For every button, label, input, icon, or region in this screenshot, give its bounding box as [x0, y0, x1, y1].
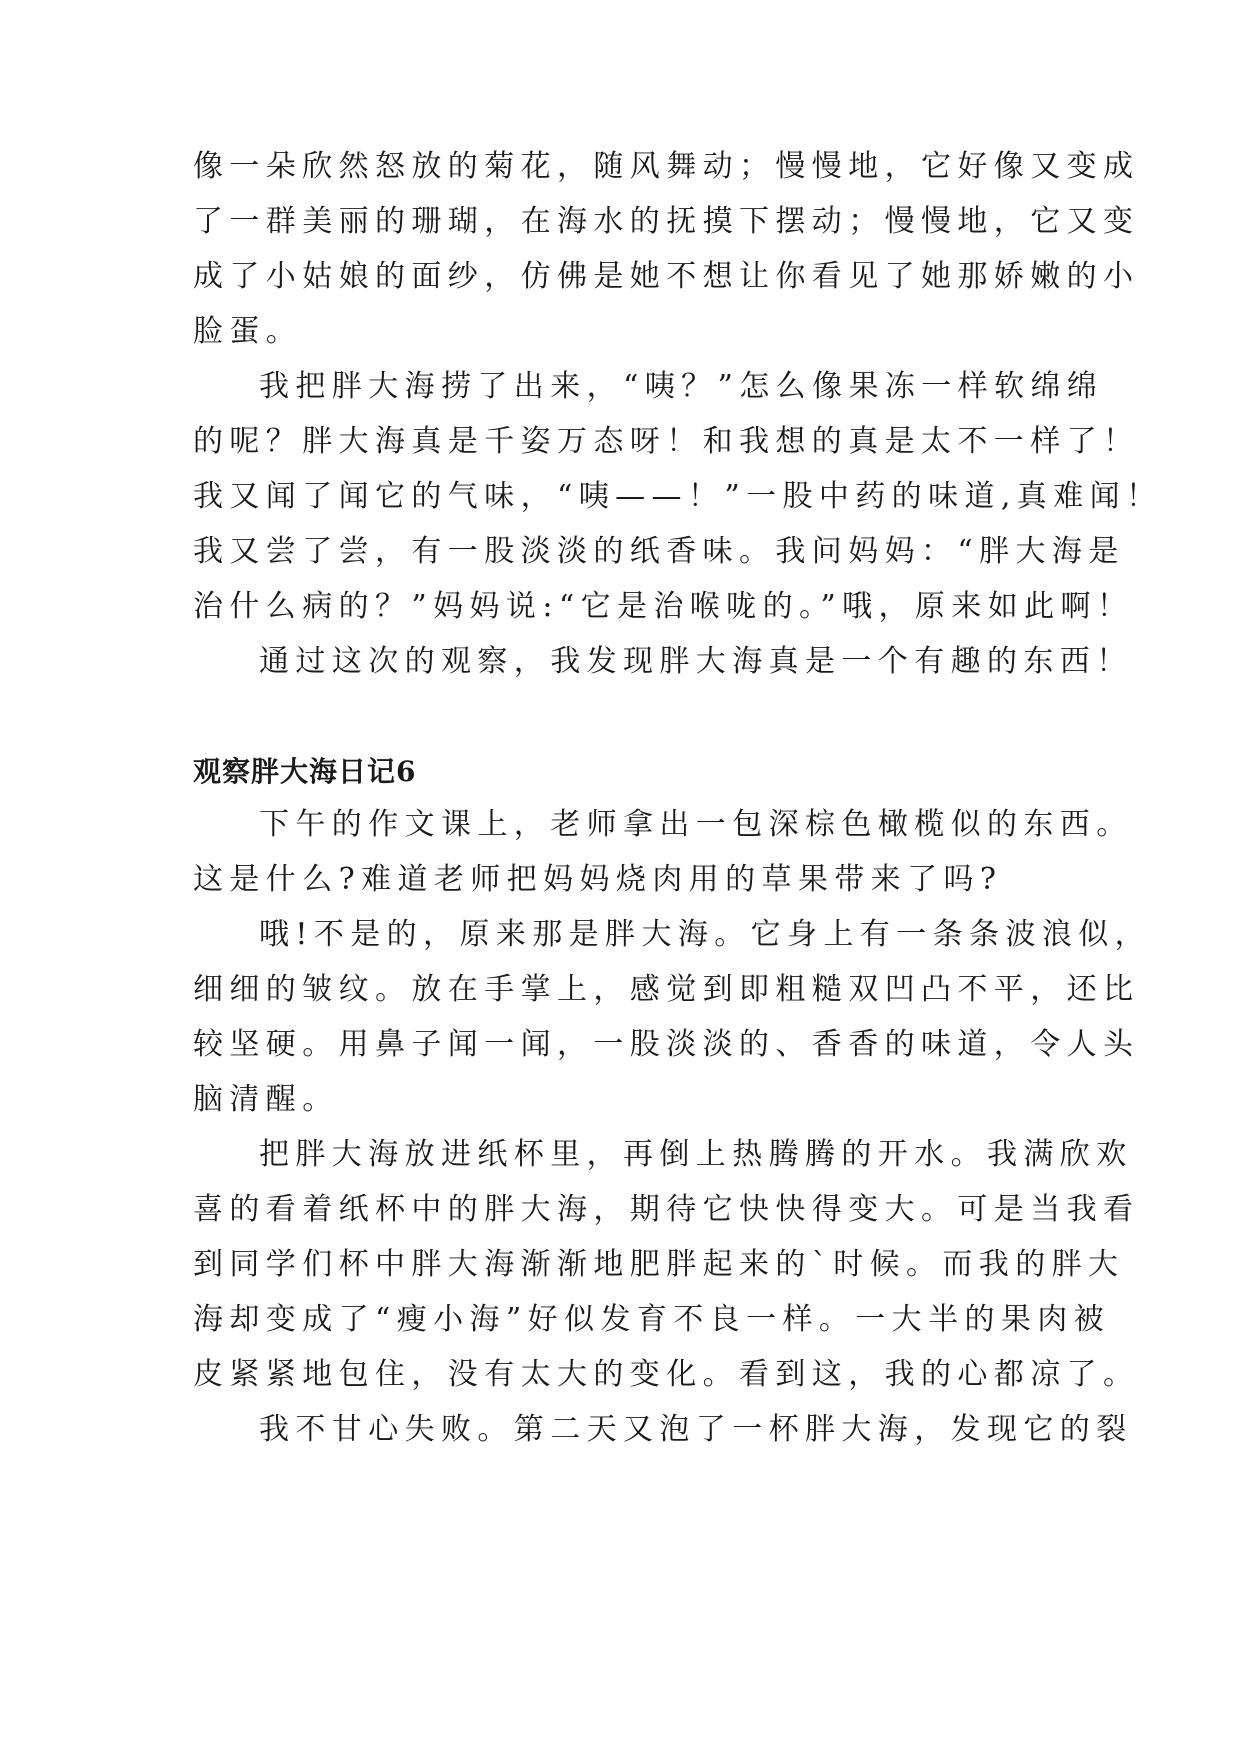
- paragraph-line: 脑清醒。: [193, 1082, 339, 1117]
- paragraph-line: 脸蛋。: [193, 314, 303, 349]
- paragraph-line: 哦!不是的，原来那是胖大海。它身上有一条条波浪似，: [259, 917, 1152, 952]
- paragraph-line: 像一朵欣然怒放的菊花，随风舞动；慢慢地，它好像又变成: [193, 149, 1140, 184]
- paragraph-line: 海却变成了“瘦小海”好似发育不良一样。一大半的果肉被: [193, 1302, 1111, 1337]
- paragraph-line: 我又闻了闻它的气味，“咦——！”一股中药的味道,真难闻！: [193, 479, 1163, 514]
- paragraph-line: 我把胖大海捞了出来，“咦？”怎么像果冻一样软绵绵: [259, 369, 1104, 404]
- paragraph-line: 喜的看着纸杯中的胖大海，期待它快快得变大。可是当我看: [193, 1192, 1140, 1227]
- paragraph-line: 皮紧紧地包住，没有太大的变化。看到这，我的心都凉了。: [193, 1357, 1140, 1392]
- paragraph-line: 成了小姑娘的面纱，仿佛是她不想让你看见了她那娇嫩的小: [193, 259, 1140, 294]
- paragraph-line: 这是什么?难道老师把妈妈烧肉用的草果带来了吗?: [193, 862, 1003, 897]
- paragraph-line: 我又尝了尝，有一股淡淡的纸香味。我问妈妈：“胖大海是: [193, 534, 1125, 569]
- paragraph-line: 的呢？胖大海真是千姿万态呀！和我想的真是太不一样了！: [193, 424, 1140, 459]
- paragraph-line: 细细的皱纹。放在手掌上，感觉到即粗糙双凹凸不平，还比: [193, 972, 1140, 1007]
- paragraph-line: 到同学们杯中胖大海渐渐地肥胖起来的`时候。而我的胖大: [193, 1247, 1125, 1282]
- paragraph-line: 下午的作文课上，老师拿出一包深棕色橄榄似的东西。: [259, 807, 1133, 842]
- paragraph-line: 较坚硬。用鼻子闻一闻，一股淡淡的、香香的味道，令人头: [193, 1027, 1140, 1062]
- paragraph-line: 治什么病的？”妈妈说:“它是治喉咙的。”哦，原来如此啊！: [193, 589, 1134, 624]
- paragraph-line: 把胖大海放进纸杯里，再倒上热腾腾的开水。我满欣欢: [259, 1137, 1133, 1172]
- paragraph-line: 通过这次的观察，我发现胖大海真是一个有趣的东西！: [259, 644, 1133, 679]
- paragraph-line: 我不甘心失败。第二天又泡了一杯胖大海，发现它的裂: [259, 1412, 1133, 1447]
- section-title: 观察胖大海日记6: [193, 755, 417, 788]
- paragraph-line: 了一群美丽的珊瑚，在海水的抚摸下摆动；慢慢地，它又变: [193, 204, 1140, 239]
